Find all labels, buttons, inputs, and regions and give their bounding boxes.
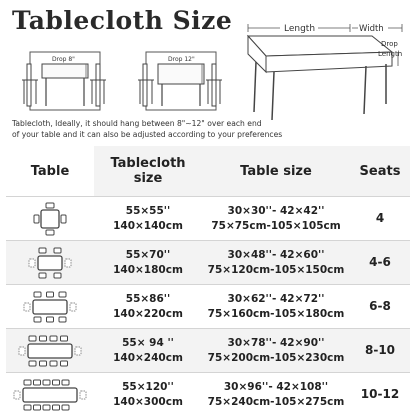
row-1-size-cm: 75×75cm-105×105cm [211, 219, 341, 232]
sizing-note-line-1: Tablecloth, Ideally, it should hang between 8"~12" over each end [12, 119, 262, 128]
row-5-size-cm: 75×240cm-105×275cm [207, 395, 345, 408]
sizing-note [12, 118, 312, 140]
length-label: Length [284, 24, 316, 34]
row-3-size-cm: 75×160cm-105×180cm [207, 307, 345, 320]
drop-12-label: Drop 12" [168, 56, 195, 63]
row-3-cloth-cm: 140×220cm [113, 307, 183, 320]
row-4-tablecloth-size [94, 329, 202, 372]
header-table: Table [6, 146, 94, 196]
header-tablecloth-size: Tablecloth size [94, 146, 202, 196]
row-3-size-inches: 30×62''- 42×72'' [227, 292, 325, 305]
row-5-seats: 10-12 [350, 373, 410, 416]
row-3-seats: 6-8 [350, 285, 410, 328]
row-5-cloth-cm: 140×300cm [113, 395, 183, 408]
drop-8-label: Drop 8" [52, 56, 75, 63]
rect-table-6-seats-icon [6, 241, 94, 284]
row-5-tablecloth-size [94, 373, 202, 416]
row-2-cloth-inches: 55×70'' [125, 248, 171, 261]
row-5-table-size [202, 373, 350, 416]
size-table [6, 146, 410, 414]
row-1-size-inches: 30×30''- 42×42'' [227, 204, 325, 217]
row-1-table-size [202, 197, 350, 240]
row-5-cloth-inches: 55×120'' [122, 380, 174, 393]
table-perspective-illustration [248, 21, 402, 120]
row-4-table-size [202, 329, 350, 372]
row-4-size-cm: 75×200cm-105×230cm [207, 351, 345, 364]
drop-12-illustration [138, 52, 222, 110]
row-4-size-inches: 30×78''- 42×90'' [227, 336, 325, 349]
rect-table-8-seats-icon [6, 285, 94, 328]
row-2-size-cm: 75×120cm-105×150cm [207, 263, 345, 276]
drop-length-label-2: Length [378, 50, 403, 58]
row-4-seats: 8-10 [350, 329, 410, 372]
width-label: Width [359, 24, 384, 34]
row-2-table-size [202, 241, 350, 284]
row-1-cloth-inches: 55×55'' [125, 204, 171, 217]
row-4-cloth-inches: 55× 94 '' [122, 336, 174, 349]
page-title: Tablecloth Size [12, 6, 233, 35]
row-4-cloth-cm: 140×240cm [113, 351, 183, 364]
header-seats: Seats [350, 146, 410, 196]
rect-table-12-seats-icon [6, 373, 94, 416]
rect-table-10-seats-icon [6, 329, 94, 372]
drop-length-label-1: Drop [381, 40, 398, 48]
sizing-note-line-2: of your table and it can also be adjusted according to your preferences [12, 130, 283, 139]
square-table-4-seats-icon [6, 197, 94, 240]
row-2-cloth-cm: 140×180cm [113, 263, 183, 276]
row-2-tablecloth-size [94, 241, 202, 284]
header-table-size: Table size [202, 146, 350, 196]
row-2-size-inches: 30×48''- 42×60'' [227, 248, 325, 261]
row-1-cloth-cm: 140×140cm [113, 219, 183, 232]
row-3-tablecloth-size [94, 285, 202, 328]
row-2-seats: 4-6 [350, 241, 410, 284]
drop-8-illustration [22, 52, 106, 110]
row-5-size-inches: 30×96''- 42×108'' [223, 380, 329, 393]
row-3-cloth-inches: 55×86'' [125, 292, 171, 305]
row-1-seats: 4 [350, 197, 410, 240]
row-3-table-size [202, 285, 350, 328]
row-1-tablecloth-size [94, 197, 202, 240]
